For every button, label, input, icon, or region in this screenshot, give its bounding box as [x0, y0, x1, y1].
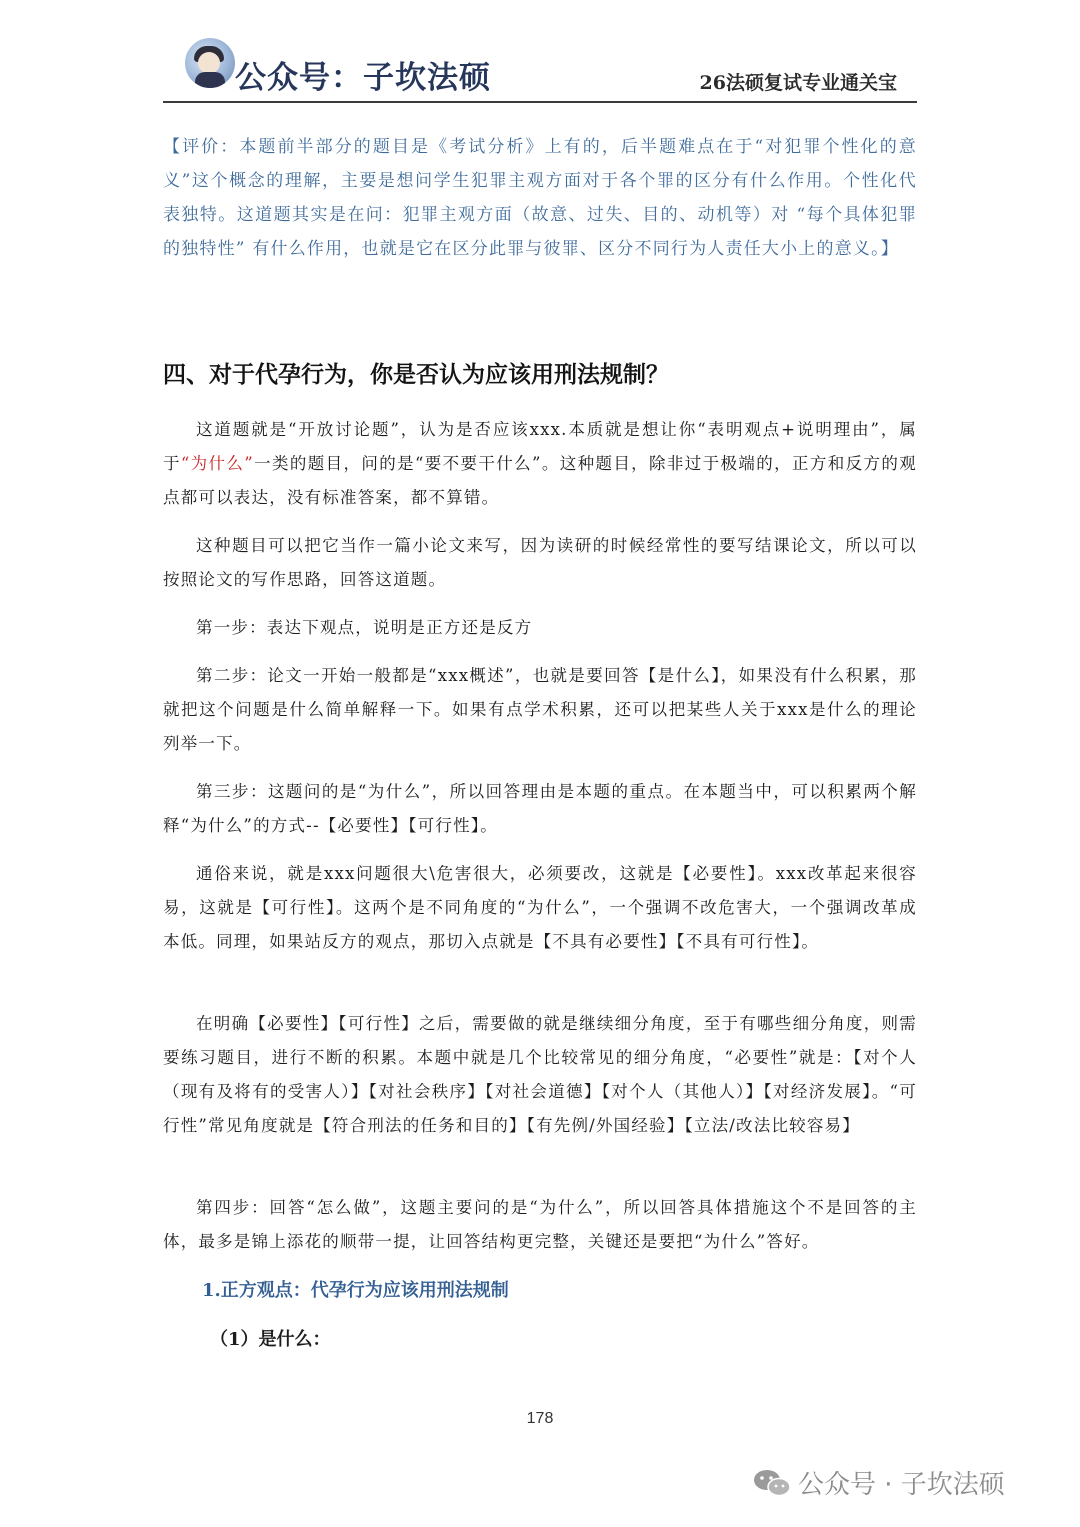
page-header	[163, 32, 917, 104]
avatar-logo-icon	[185, 38, 235, 88]
paragraph-angles: 在明确【必要性】【可行性】之后，需要做的就是继续细分角度，至于有哪些细分角度，则需要练习题目，进行不断的积累。本题中就是几个比较常见的细分角度，“必要性”就是：【对个人（现有及将有的受害人）】【对社会秩序】【对社会道德】【对个人（其他人）】【对经济发展】。“可行性”常见角度就是【符合刑法的任务和目的】【有先例/外国经验】【立法/改法比较容易】	[163, 1014, 917, 1135]
page-number: 178	[526, 1410, 554, 1427]
sub-subsection-heading: （1）是什么：	[210, 1329, 331, 1350]
header-subtitle: 26法硕复试专业通关宝	[699, 72, 897, 94]
paragraph-essay: 这种题目可以把它当作一篇小论文来写，因为读研的时候经常性的要写结课论文，所以可以按照论文的写作思路，回答这道题。	[163, 536, 917, 589]
step-two: 第二步：论文一开始一般都是“xxx概述”，也就是要回答【是什么】，如果没有什么积累，那就把这个问题是什么简单解释一下。如果有点学术积累，还可以把某些人关于xxx是什么的理论列举一下。	[163, 666, 917, 753]
step-four: 第四步：回答“怎么做”，这题主要问的是“为什么”，所以回答具体措施这个不是回答的主体，最多是锦上添花的顺带一提，让回答结构更完整，关键还是要把“为什么”答好。	[163, 1198, 917, 1251]
paragraph-intro	[163, 413, 917, 515]
header-title: 公众号：子坎法硕	[235, 60, 491, 96]
section-heading: 四、对于代孕行为，你是否认为应该用刑法规制？	[163, 361, 669, 388]
header-divider	[163, 101, 917, 103]
paragraph-intro-part-a: 这道题就是“开放讨论题”，认为是否应该xxx.本质就是想让你“表明观点+说明理由”，属于	[163, 420, 917, 473]
wechat-icon	[752, 1468, 792, 1498]
paragraph-explanation: 通俗来说，就是xxx问题很大\危害很大，必须要改，这就是【必要性】。xxx改革起来很容易，这就是【可行性】。这两个是不同角度的“为什么”，一个强调不改危害大，一个强调改革成本低。同理，如果站反方的观点，那切入点就是【不具有必要性】【不具有可行性】。	[163, 864, 917, 951]
paragraph-intro-part-b: 一类的题目，问的是“要不要干什么”。这种题目，除非过于极端的，正方和反方的观点都可以表达，没有标准答案，都不算错。	[163, 454, 917, 507]
watermark-text: 公众号 · 子坎法硕	[798, 1470, 1005, 1500]
highlight-why: “为什么”	[180, 454, 254, 473]
step-three: 第三步：这题问的是“为什么”，所以回答理由是本题的重点。在本题当中，可以积累两个解释“为什么”的方式--【必要性】【可行性】。	[163, 782, 917, 835]
subsection-heading: 1.正方观点：代孕行为应该用刑法规制	[202, 1280, 509, 1301]
evaluation-comment: 【评价：本题前半部分的题目是《考试分析》上有的，后半题难点在于“对犯罪个性化的意义”这个概念的理解，主要是想问学生犯罪主观方面对于各个罪的区分有什么作用。个性化代表独特。这道题其实是在问：犯罪主观方面（故意、过失、目的、动机等）对 “每个具体犯罪的独特性” 有什么作用，也就是它在区分此罪与彼罪、区分不同行为人责任大小上的意义。】	[163, 137, 917, 259]
step-one: 第一步：表达下观点，说明是正方还是反方	[196, 618, 533, 637]
